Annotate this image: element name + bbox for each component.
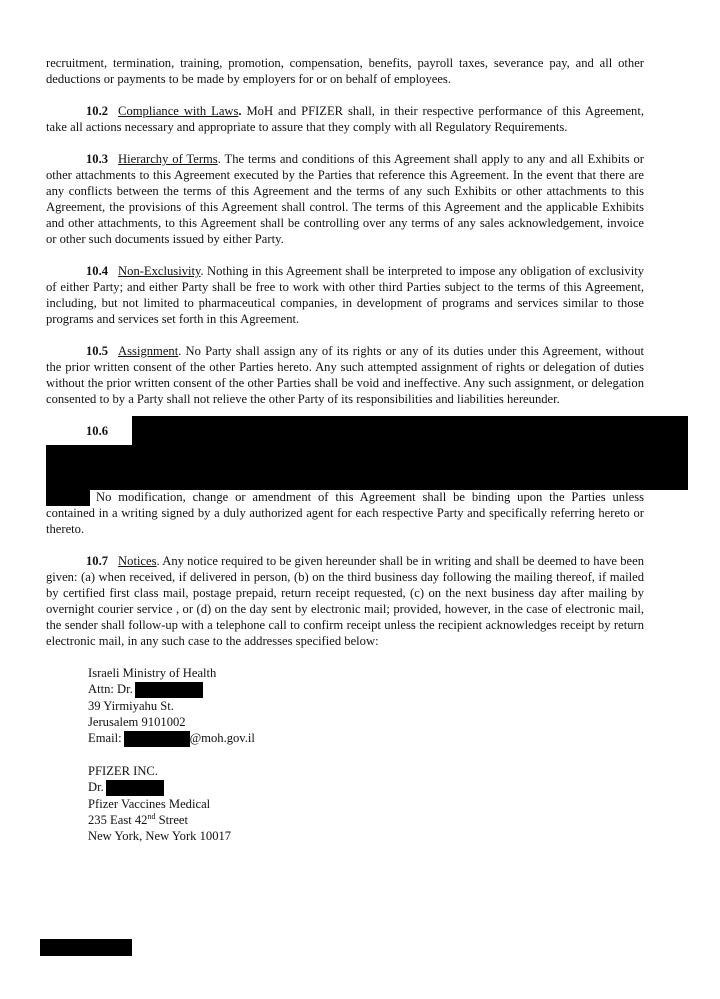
- section-10-6-redacted-block: [46, 423, 644, 505]
- section-heading: Notices: [118, 554, 157, 568]
- heading-period: .: [238, 104, 242, 118]
- section-10-7: [46, 553, 644, 649]
- paragraph-continuation: recruitment, termination, training, promotion, compensation, benefits, payroll taxes, severance pay, and all other deductions or payments to be made by employers for or on behalf of employees.: [46, 56, 644, 86]
- section-heading: Assignment: [118, 344, 179, 358]
- section-text: . Nothing in this Agreement shall be interpreted to impose any obligation of exclusivity of either Party; and either Party shall be free to work with other third Parties subject to the terms of this Agreement, including, but not limited to pharmaceutical companies, in development of programs and services similar to those programs and services set forth in this Agreement.: [46, 264, 644, 326]
- section-number: 10.7: [86, 554, 109, 568]
- section-number: 10.4: [86, 264, 109, 278]
- section-text: . The terms and conditions of this Agreement shall apply to any and all Exhibits or other attachments to this Agreement executed by the Parties that reference this Agreement. In the event that there are any conflicts between the terms of this Agreement and the terms of any such Exhibits or other attachments to this Agreement, the provisions of this Agreement shall control. The terms of this Agreement and the applicable Exhibits and other attachments, to this Agreement shall be controlling over any terms of any sales acknowledgement, invoice or other such documents issued by either Party.: [46, 152, 644, 246]
- footer-redaction-bar: [40, 939, 132, 956]
- section-number: 10.6: [86, 424, 109, 438]
- address-dr-line: Dr.: [88, 779, 644, 796]
- address-line: New York, New York 10017: [88, 829, 232, 844]
- address-line: Israeli Ministry of Health: [88, 666, 217, 680]
- address-line: 39 Yirmiyahu St.: [88, 699, 174, 714]
- section-text: No modification, change or amendment of this Agreement shall be binding upon the Parties unless contained in a writing signed by a duly authorized agent for each respective Party and specifically referring hereto or thereto.: [46, 490, 644, 536]
- section-10-2: [46, 103, 644, 135]
- address-pfizer: [88, 763, 644, 844]
- section-text: . No Party shall assign any of its rights or any of its duties under this Agreement, without the prior written consent of the other Parties hereto. Any such attempted assignment of rights or delegation of duties without the prior written consent of the other Parties shall be void and ineffective. Any such assignment, or delegation consented to by a Party shall not relieve the other Party of its responsibilities and liabilities hereunder.: [46, 344, 644, 406]
- address-line: Pfizer Vaccines Medical: [88, 797, 211, 812]
- section-heading: Compliance with Laws: [118, 104, 239, 118]
- section-heading: Hierarchy of Terms: [118, 152, 218, 166]
- section-number: 10.3: [86, 152, 109, 166]
- section-heading: Non-Exclusivity: [118, 264, 201, 278]
- address-attn-line: Attn: Dr.: [88, 681, 644, 698]
- redaction-bar: [46, 445, 688, 490]
- redaction-bar: [135, 682, 203, 698]
- address-moh: [88, 665, 644, 747]
- redaction-bar: [124, 731, 190, 747]
- redaction-bar: [106, 780, 164, 796]
- address-line: PFIZER INC.: [88, 764, 158, 779]
- address-line: Jerusalem 9101002: [88, 715, 186, 730]
- section-10-5: [46, 343, 644, 407]
- document-page: [46, 55, 644, 860]
- section-text: MoH and PFIZER shall, in their respective performance of this Agreement, take all actions necessary and appropriate to assure that they comply with all Regulatory Requirements.: [46, 104, 644, 134]
- section-number: 10.5: [86, 344, 109, 358]
- redaction-bar: [132, 416, 688, 445]
- section-10-4: [46, 263, 644, 327]
- address-street-line: 235 East 42nd Street: [88, 812, 188, 828]
- section-text: . Any notice required to be given hereunder shall be in writing and shall be deemed to have been given: (a) when received, if delivered in person, (b) on the third business day following the mailing thereof, if mailed by certified first class mail, postage prepaid, return receipt requested, (c) on the next business day after mailing by overnight courier service , or (d) on the day sent by electronic mail; provided, however, in the case of electronic mail, the sender shall follow-up with a telephone call to confirm receipt unless the recipient acknowledges receipt by return electronic mail, in any such case to the addresses specified below:: [46, 554, 644, 648]
- address-email-line: Email: @moh.gov.il: [88, 730, 644, 747]
- redaction-bar: [46, 490, 90, 506]
- section-number: 10.2: [86, 104, 109, 118]
- section-10-3: [46, 151, 644, 247]
